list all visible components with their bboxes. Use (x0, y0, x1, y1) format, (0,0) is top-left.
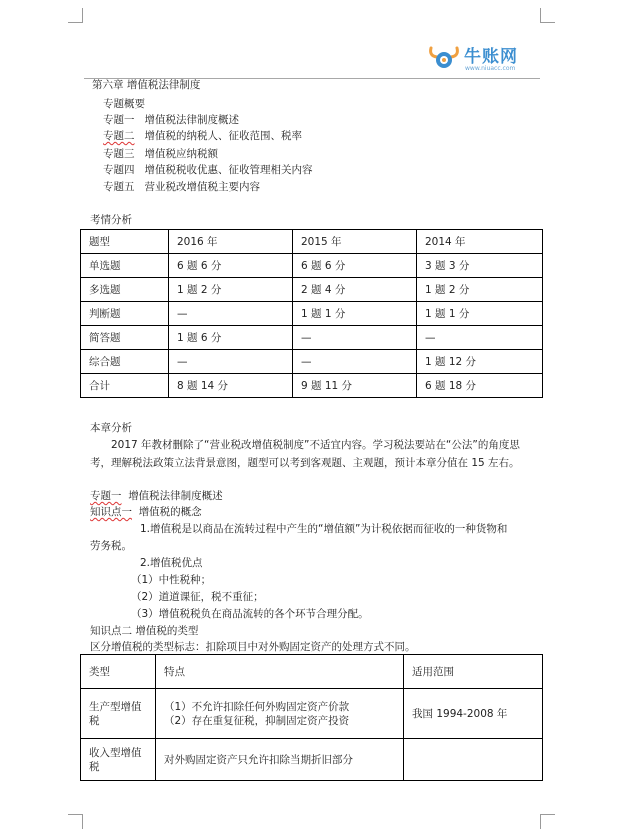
topic1-title: 增值税法律制度概述 (128, 490, 223, 502)
type-name-line: 生产型增值 (89, 700, 142, 713)
analysis-paragraph-line-2: 考，理解税法政策立法背景意图，题型可以考到客观题、主观题，预计本章分值在 15 左右。 (90, 457, 520, 469)
topic-title: 增值税法律制度概述 (144, 114, 240, 126)
table-cell: 1 题 12 分 (417, 350, 543, 374)
table-row (81, 374, 543, 398)
table-row (81, 254, 543, 278)
topic-item-1 (103, 113, 239, 127)
topic-title: 增值税税收优惠、征收管理相关内容 (144, 164, 313, 176)
table-cell: 综合题 (81, 350, 169, 374)
table-header-row (81, 655, 543, 689)
topic-item-2 (103, 129, 302, 143)
table-header-cell: 类型 (81, 655, 156, 689)
advantage-item: （2）道道课征，税不重征； (131, 591, 264, 603)
knowledge-point-2: 知识点二 增值税的类型 (90, 625, 199, 637)
topic-num: 专题三 (103, 148, 135, 160)
table-header-cell: 2016 年 (169, 230, 293, 254)
table-cell: 1 题 1 分 (293, 302, 417, 326)
exam-table (80, 229, 543, 398)
table-row (81, 278, 543, 302)
table-cell: 单选题 (81, 254, 169, 278)
table-cell: — (169, 350, 293, 374)
definition-line-1: 1.增值税是以商品在流转过程中产生的“增值额”为计税依据而征收的一种货物和 (140, 523, 508, 535)
table-row (81, 326, 543, 350)
knowledge-point-1 (90, 505, 202, 519)
chapter-title: 第六章 增值税法律制度 (92, 79, 201, 91)
crop-mark-bottom-right (540, 814, 555, 829)
advantage-item: （3）增值税税负在商品流转的各个环节合理分配。 (131, 608, 369, 620)
table-cell (156, 689, 404, 739)
topic1-num: 专题一 (90, 490, 122, 502)
table-header-cell: 特点 (156, 655, 404, 689)
table-row (81, 739, 543, 781)
table-row (81, 302, 543, 326)
table-cell: — (417, 326, 543, 350)
table-cell: 3 题 3 分 (417, 254, 543, 278)
table-cell (81, 689, 156, 739)
table-header-cell: 2014 年 (417, 230, 543, 254)
crop-mark-top-right (540, 8, 555, 23)
table-cell: 9 题 11 分 (293, 374, 417, 398)
table-header-cell: 题型 (81, 230, 169, 254)
table-cell: 1 题 2 分 (169, 278, 293, 302)
table-cell: 1 题 2 分 (417, 278, 543, 302)
topic-title: 增值税应纳税额 (144, 148, 219, 160)
type-name-line: 税 (89, 714, 100, 727)
topic-item-4 (103, 163, 313, 177)
crop-mark-top-left (68, 8, 83, 23)
topic-num: 专题一 (103, 114, 135, 126)
table-cell (81, 739, 156, 781)
advantages-title: 2.增值税优点 (140, 557, 203, 569)
overview-heading: 专题概要 (103, 98, 145, 110)
exam-heading: 考情分析 (90, 214, 132, 226)
topic-title: 增值税的纳税人、征收范围、税率 (144, 130, 303, 142)
table-cell: 6 题 18 分 (417, 374, 543, 398)
table-row (81, 350, 543, 374)
table-cell: 简答题 (81, 326, 169, 350)
feature-line: （1）不允许扣除任何外购固定资产价款 (164, 700, 350, 713)
type-name-line: 税 (89, 760, 100, 773)
bull-logo-icon (428, 44, 460, 72)
table-cell: 对外购固定资产只允许扣除当期折旧部分 (156, 739, 404, 781)
kp1-title: 增值税的概念 (138, 506, 202, 518)
knowledge-point-2-desc: 区分增值税的类型标志：扣除项目中对外购固定资产的处理方式不同。 (90, 641, 416, 653)
table-cell: — (293, 350, 417, 374)
table-cell: 1 题 6 分 (169, 326, 293, 350)
topic-item-5 (103, 180, 260, 194)
table-cell: 1 题 1 分 (417, 302, 543, 326)
logo-name: 牛账网 (464, 47, 518, 67)
topic1-heading (90, 489, 223, 503)
table-cell: — (169, 302, 293, 326)
type-name-line: 收入型增值 (89, 746, 142, 759)
table-cell: 判断题 (81, 302, 169, 326)
table-row (81, 689, 543, 739)
topic-num: 专题二 (103, 130, 135, 142)
analysis-paragraph-line-1: 2017 年教材删除了“营业税改增值税制度”不适宜内容。学习税法要站在“公法”的角度思 (111, 439, 520, 451)
table-cell: 8 题 14 分 (169, 374, 293, 398)
crop-mark-bottom-left (68, 814, 83, 829)
vat-types-table (80, 654, 543, 781)
table-cell: 我国 1994-2008 年 (404, 689, 543, 739)
topic-num: 专题五 (103, 181, 135, 193)
table-cell: 6 题 6 分 (293, 254, 417, 278)
definition-line-2: 劳务税。 (90, 540, 132, 552)
table-cell: 多选题 (81, 278, 169, 302)
table-cell: 6 题 6 分 (169, 254, 293, 278)
table-cell (404, 739, 543, 781)
table-header-row (81, 230, 543, 254)
brand-logo (428, 42, 540, 76)
topic-num: 专题四 (103, 164, 135, 176)
table-cell: — (293, 326, 417, 350)
advantage-item: （1）中性税种； (131, 574, 212, 586)
topic-title: 营业税改增值税主要内容 (144, 181, 261, 193)
logo-url: www.niuacc.com (465, 65, 516, 72)
feature-line: （2）存在重复征税，抑制固定资产投资 (164, 714, 350, 727)
table-cell: 合计 (81, 374, 169, 398)
table-header-cell: 适用范围 (404, 655, 543, 689)
table-cell: 2 题 4 分 (293, 278, 417, 302)
analysis-heading: 本章分析 (90, 422, 132, 434)
table-header-cell: 2015 年 (293, 230, 417, 254)
topic-item-3 (103, 147, 218, 161)
kp1-num: 知识点一 (90, 506, 132, 518)
